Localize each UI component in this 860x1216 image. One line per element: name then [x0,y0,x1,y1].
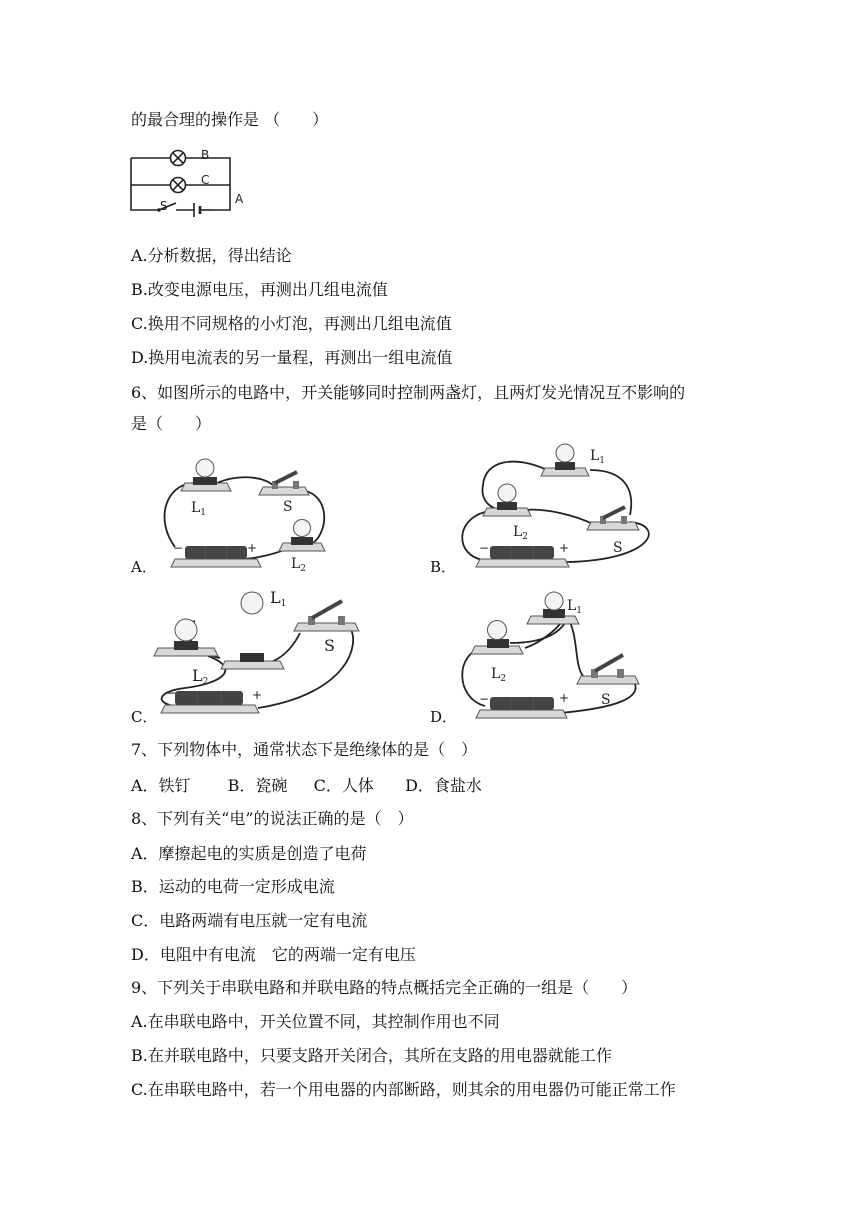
svg-text:−: − [166,686,177,700]
svg-text:+: + [247,541,258,555]
svg-text:S: S [613,540,623,556]
q8-option-c: C．电路两端有电压就一定有电流 [131,911,368,930]
q9-option-c: C.在串联电路中，若一个用电器的内部断路，则其余的用电器仍可能正常工作 [131,1080,676,1099]
question-7-stem: 7、下列物体中，通常状态下是绝缘体的是（ ） [131,740,478,759]
q9-option-b: B.在并联电路中，只要支路开关闭合，其所在支路的用电器就能工作 [131,1046,612,1065]
battery-icon [161,705,259,713]
battery-icon [476,559,569,567]
q8-option-b: B．运动的电荷一定形成电流 [131,877,335,896]
q6-figure-label-a: A． [131,558,157,576]
svg-text:+: + [252,688,263,702]
switch-s-icon [294,623,359,631]
q6-circuit-b [455,440,665,575]
svg-text:+: + [559,691,570,705]
question-9-stem: 9、下列关于串联电路和并联电路的特点概括完全正确的一组是（ ） [131,978,638,997]
svg-text:S: S [283,499,293,515]
q6-circuit-d [455,588,655,723]
q8-option-d: D．电阻中有电流 它的两端一定有电压 [131,945,416,964]
question-6-stem-line2: 是（ ） [131,414,212,433]
question-6-stem-line1: 6、如图所示的电路中，开关能够同时控制两盏灯，且两灯发光情况互不影响的 [131,383,686,402]
q9-option-a: A.在串联电路中，开关位置不同，其控制作用也不同 [131,1012,500,1031]
label-s: S [160,199,168,213]
svg-text:−: − [479,692,490,706]
label-c: C [201,173,210,187]
svg-text:S: S [601,692,611,708]
question-7-options: A．铁钉 B．瓷碗 C．人体 D．食盐水 [131,776,482,795]
q6-figure-label-c: C． [131,708,158,726]
svg-text:S: S [324,636,335,655]
battery-icon [476,710,567,718]
q6-circuit-c [150,583,370,723]
svg-text:L1: $L_1$ [590,448,606,466]
switch-s-icon [259,487,309,495]
svg-text:−: − [173,541,184,555]
label-a: A [235,192,244,206]
q5-option-a: A.分析数据，得出结论 [131,246,292,265]
svg-text:L1: $L_1$ [567,598,583,616]
svg-text:−: − [479,541,490,555]
q6-figure-label-d: D． [430,708,458,726]
q6-figure-label-b: B． [430,558,457,576]
svg-text:L1: L1 [270,588,287,609]
switch-s-icon [587,522,639,530]
svg-text:+: + [559,541,570,555]
question-8-stem: 8、下列有关“电”的说法正确的是（ ） [131,809,414,828]
svg-text:L2: $L_2$ [291,556,307,574]
svg-text:L2: L2 [192,666,209,687]
q6-circuit-a [155,455,345,574]
label-b: B [201,148,210,162]
q5-option-c: C.换用不同规格的小灯泡，再测出几组电流值 [131,314,452,333]
switch-s-icon [577,676,639,684]
q8-option-a: A．摩擦起电的实质是创造了电荷 [131,844,367,863]
battery-icon [171,559,261,567]
svg-text:L2: $L_2$ [491,666,507,684]
svg-text:L2: $L_2$ [513,524,529,542]
lamp-l1-icon [221,661,284,669]
q5-option-d: D.换用电流表的另一量程，再测出一组电流值 [131,348,453,367]
question-5-tail: 的最合理的操作是 （ ） [131,110,329,129]
svg-text:L1: $L_1$ [191,500,207,518]
q5-circuit-diagram [128,148,248,218]
q5-option-b: B.改变电源电压，再测出几组电流值 [131,280,388,299]
